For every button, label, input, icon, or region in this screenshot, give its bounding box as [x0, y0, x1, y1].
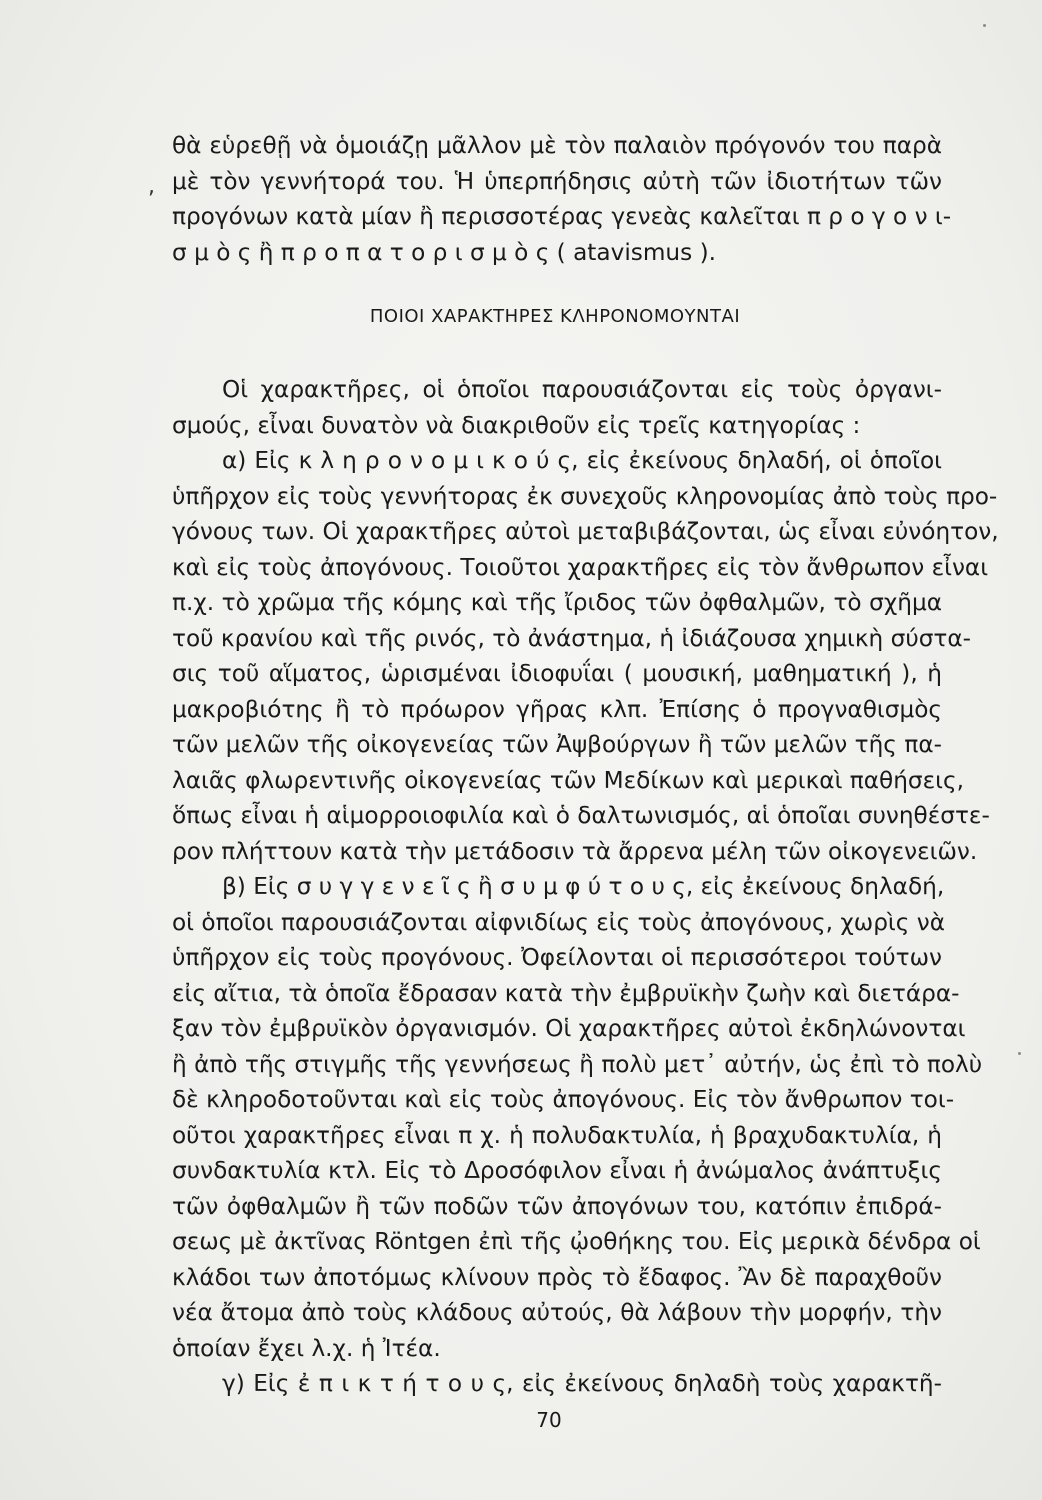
text-line: σεως μὲ ἀκτῖνας Röntgen ἐπὶ τῆς ᾠοθήκης του. Εἰς μερικὰ δένδρα οἱ [172, 1228, 981, 1255]
text-line: οῦτοι χαρακτῆρες εἶναι π χ. ἡ πολυδακτυλία, ἡ βραχυδακτυλία, ἡ [172, 1121, 942, 1149]
text-line: γόνους των. Οἱ χαρακτῆρες αὐτοὶ μεταβιβάζονται, ὡς εἶναι εὐνόητον, [172, 518, 999, 545]
text-line: συνδακτυλία κτλ. Εἰς τὸ Δροσόφιλον εἶναι ἡ ἀνώμαλος ἀνάπτυξις [172, 1157, 942, 1184]
text-line: Οἱ χαρακτῆρες, οἱ ὁποῖοι παρουσιάζονται εἰς τοὺς ὀργανι- [222, 376, 942, 403]
text-line: ὑπῆρχον εἰς τοὺς γεννήτορας ἐκ συνεχοῦς κληρονομίας ἀπὸ τοὺς προ- [172, 482, 998, 510]
text-line: α) Εἰς κ λ η ρ ο ν ο μ ι κ ο ύ ς, εἰς ἐκείνους δηλαδή, οἱ ὁποῖοι [222, 447, 942, 474]
text-line: μὲ τὸν γεννήτορά του. Ἡ ὑπερπήδησις αὐτὴ τῶν ἰδιοτήτων τῶν [172, 167, 942, 195]
paragraph-congenital [172, 869, 983, 1366]
section-heading: ΠΟΙΟΙ ΧΑΡΑΚΤΗΡΕΣ ΚΛΗΡΟΝΟΜΟΥΝΤΑΙ [369, 306, 741, 327]
scan-speck [1018, 1052, 1021, 1055]
page-number: 70 [536, 1408, 562, 1432]
text-line: τῶν ὀφθαλμῶν ἢ τῶν ποδῶν τῶν ἀπογόνων του, κατόπιν ἐπιδρά- [172, 1192, 942, 1220]
text-line: καὶ εἰς τοὺς ἀπογόνους. Τοιοῦτοι χαρακτῆρες εἰς τὸν ἄνθρωπον εἶναι [172, 553, 989, 581]
text-line: β) Εἰς σ υ γ γ ε ν ε ῖ ς ἢ σ υ μ φ ύ τ ο υ ς, εἰς ἐκείνους δηλαδή, [222, 873, 945, 900]
text-line: ὑπῆρχον εἰς τοὺς προγόνους. Ὀφείλονται οἱ περισσότεροι τούτων [172, 944, 942, 971]
text-line: λαιᾶς φλωρεντινῆς οἰκογενείας τῶν Μεδίκων καὶ μερικαὶ παθήσεις, [172, 766, 964, 794]
text-line: οἱ ὁποῖοι παρουσιάζονται αἰφνιδίως εἰς τοὺς ἀπογόνους, χωρὶς νὰ [172, 908, 945, 936]
text-line: σ μ ὸ ς ἢ π ρ ο π α τ ο ρ ι σ μ ὸ ς ( atavismus ). [172, 238, 717, 266]
margin-comma-mark: , [148, 174, 155, 199]
text-line: τῶν μελῶν τῆς οἰκογενείας τῶν Ἀψβούργων ἢ τῶν μελῶν τῆς πα- [172, 731, 942, 758]
text-line: ὁποίαν ἔχει λ.χ. ἡ Ἰτέα. [172, 1334, 441, 1362]
paragraph-acquired [172, 1366, 942, 1402]
text-line: δὲ κληροδοτοῦνται καὶ εἰς τοὺς ἀπογόνους. Εἰς τὸν ἄνθρωπον τοι- [172, 1086, 955, 1113]
text-line: εἰς αἴτια, τὰ ὁποῖα ἔδρασαν κατὰ τὴν ἐμβρυϊκὴν ζωὴν καὶ διετάρα- [172, 979, 960, 1007]
text-line: ὅπως εἶναι ἡ αἱμορροιοφιλία καὶ ὁ δαλτωνισμός, αἱ ὁποῖαι συνηθέστε- [172, 802, 990, 829]
text-line: μακροβιότης ἢ τὸ πρόωρον γῆρας κλπ. Ἐπίσης ὁ προγναθισμὸς [172, 695, 942, 723]
text-line: γ) Εἰς ἐ π ι κ τ ή τ ο υ ς, εἰς ἐκείνους δηλαδὴ τοὺς χαρακτῆ- [222, 1370, 942, 1397]
text-line: νέα ἄτομα ἀπὸ τοὺς κλάδους αὐτούς, θὰ λάβουν τὴν μορφήν, τὴν [172, 1299, 942, 1326]
text-line: σμούς, εἶναι δυνατὸν νὰ διακριθοῦν εἰς τρεῖς κατηγορίας : [172, 411, 861, 439]
text-line: π.χ. τὸ χρῶμα τῆς κόμης καὶ τῆς ἴριδος τῶν ὀφθαλμῶν, τὸ σχῆμα [172, 589, 942, 616]
text-line: ἢ ἀπὸ τῆς στιγμῆς τῆς γεννήσεως ἢ πολὺ μετ᾽ αὐτήν, ὡς ἐπὶ τὸ πολὺ [172, 1050, 983, 1078]
text-line: προγόνων κατὰ μίαν ἢ περισσοτέρας γενεὰς καλεῖται π ρ ο γ ο ν ι- [172, 203, 952, 230]
text-line: θὰ εὑρεθῇ νὰ ὁμοιάζῃ μᾶλλον μὲ τὸν παλαιὸν πρόγονόν του παρὰ [172, 132, 942, 159]
text-line: τοῦ κρανίου καὶ τῆς ρινός, τὸ ἀνάστημα, ἡ ἰδιάζουσα χημικὴ σύστα- [172, 624, 972, 652]
scan-speck [983, 24, 986, 27]
text-line: ξαν τὸν ἐμβρυϊκὸν ὀργανισμόν. Οἱ χαρακτῆρες αὐτοὶ ἐκδηλώνονται [172, 1015, 966, 1042]
text-line: κλάδοι των ἀποτόμως κλίνουν πρὸς τὸ ἔδαφος. Ἂν δὲ παραχθοῦν [172, 1263, 942, 1291]
text-line: σις τοῦ αἵματος, ὡρισμέναι ἰδιοφυΐαι ( μουσική, μαθηματική ), ἡ [172, 660, 942, 687]
text-line: ρον πλήττουν κατὰ τὴν μετάδοσιν τὰ ἄρρενα μέλη τῶν οἰκογενειῶν. [172, 837, 978, 865]
paragraph-hereditary [172, 443, 999, 869]
paragraph-categories-intro [172, 372, 942, 443]
paragraph-atavism [172, 128, 952, 270]
